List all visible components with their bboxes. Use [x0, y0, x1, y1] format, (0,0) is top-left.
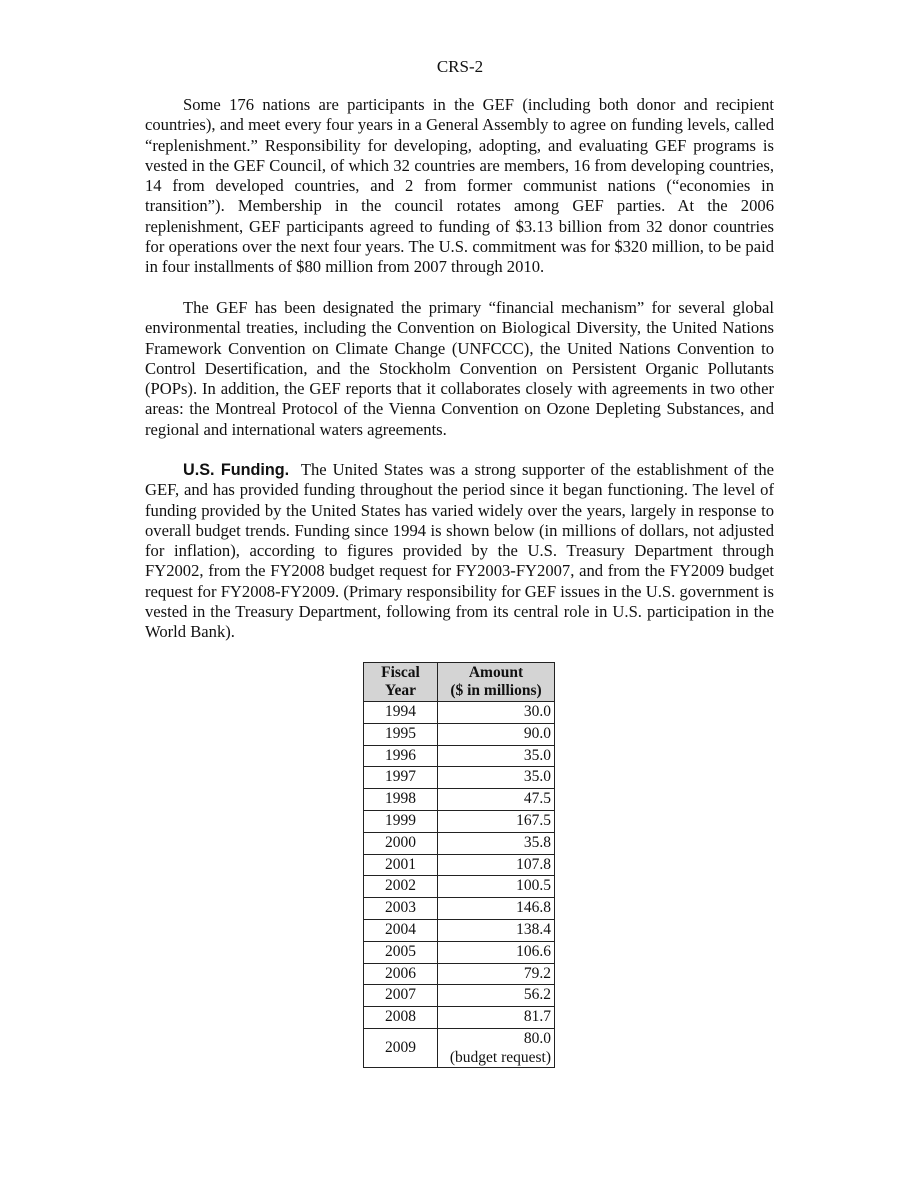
table-row — [364, 789, 555, 811]
paragraph-financial-mechanism — [145, 298, 774, 440]
fiscal-year-cell: 2006 — [364, 963, 438, 985]
fiscal-year-cell: 2007 — [364, 985, 438, 1007]
amount-cell: 35.0 — [438, 767, 555, 789]
fiscal-year-cell: 2004 — [364, 919, 438, 941]
amount-cell — [438, 1028, 555, 1067]
fiscal-year-cell: 1994 — [364, 702, 438, 724]
fiscal-year-cell: 2000 — [364, 832, 438, 854]
paragraph-us-funding — [145, 460, 774, 643]
fiscal-year-cell: 2001 — [364, 854, 438, 876]
table-row — [364, 898, 555, 920]
table-row — [364, 854, 555, 876]
table-row — [364, 832, 555, 854]
table-body — [364, 702, 555, 1068]
fiscal-year-cell: 2009 — [364, 1028, 438, 1067]
page-label: CRS-2 — [436, 57, 484, 76]
fiscal-year-cell: 1996 — [364, 745, 438, 767]
table-row — [364, 919, 555, 941]
table-row — [364, 876, 555, 898]
paragraph-gef-participants — [145, 95, 774, 278]
table-row — [364, 1028, 555, 1067]
amount-cell: 100.5 — [438, 876, 555, 898]
fiscal-year-cell: 2003 — [364, 898, 438, 920]
table-row — [364, 723, 555, 745]
fiscal-year-cell: 2002 — [364, 876, 438, 898]
amount-cell: 47.5 — [438, 789, 555, 811]
table-row — [364, 810, 555, 832]
amount-cell: 146.8 — [438, 898, 555, 920]
amount-cell: 35.0 — [438, 745, 555, 767]
table-row — [364, 941, 555, 963]
amount-cell: 90.0 — [438, 723, 555, 745]
amount-cell: 81.7 — [438, 1007, 555, 1029]
header-line: Fiscal — [381, 664, 420, 681]
fiscal-year-cell: 2008 — [364, 1007, 438, 1029]
amount-value: 80.0 — [523, 1029, 551, 1047]
paragraph-text — [145, 460, 774, 643]
paragraph-body: The United States was a strong supporter of the establishment of the GEF, and has provided funding throughout the period since it began functioning. The level of funding provided by the United States has varied widely over the years, largely in response to overall budget trends. Funding since 1994 is shown below (in millions of dollars, not adjusted for inflation), according to figures provided by the U.S. Treasury Department through FY2002, from the FY2008 budget request for FY2003-FY2007, and from the FY2009 budget request for FY2008-FY2009. (Primary responsibility for GEF issues in the U.S. government is vested in the Treasury Department, following from its central role in U.S. participation in the World Bank). — [145, 460, 774, 642]
amount-cell: 167.5 — [438, 810, 555, 832]
section-heading: U.S. Funding. — [183, 461, 290, 479]
fiscal-year-cell: 2005 — [364, 941, 438, 963]
column-header-amount — [438, 663, 555, 702]
amount-note: (budget request) — [449, 1048, 551, 1066]
amount-cell: 138.4 — [438, 919, 555, 941]
amount-cell: 56.2 — [438, 985, 555, 1007]
table-row — [364, 963, 555, 985]
fiscal-year-cell: 1999 — [364, 810, 438, 832]
fiscal-year-cell: 1998 — [364, 789, 438, 811]
fiscal-year-cell: 1995 — [364, 723, 438, 745]
funding-table — [363, 662, 555, 1068]
table-row — [364, 767, 555, 789]
amount-cell: 79.2 — [438, 963, 555, 985]
amount-cell: 35.8 — [438, 832, 555, 854]
table-row — [364, 985, 555, 1007]
table-header-row — [364, 663, 555, 702]
table-row — [364, 1007, 555, 1029]
table-row — [364, 702, 555, 724]
column-header-fiscal-year — [364, 663, 438, 702]
header-line: Year — [385, 682, 416, 699]
paragraph-text: The GEF has been designated the primary “financial mechanism” for several global environmental treaties, including the Convention on Biological Diversity, the United Nations Framework Convention on Climate Change (UNFCCC), the United Nations Convention to Control Desertification, and the Stockholm Convention on Persistent Organic Pollutants (POPs). In addition, the GEF reports that it collaborates closely with agreements in two other areas: the Montreal Protocol of the Vienna Convention on Ozone Depleting Substances, and regional and international waters agreements. — [145, 298, 774, 439]
paragraph-text: Some 176 nations are participants in the GEF (including both donor and recipient countries), and meet every four years in a General Assembly to agree on funding levels, called “replenishment.” Responsibility for developing, adopting, and evaluating GEF programs is vested in the GEF Council, of which 32 countries are members, 16 from developing countries, 14 from developed countries, and 2 from former communist nations (“economies in transition”). Membership in the council rotates among GEF parties. At the 2006 replenishment, GEF participants agreed to funding of $3.13 billion from 32 donor countries for operations over the next four years. The U.S. commitment was for $320 million, to be paid in four installments of $80 million from 2007 through 2010. — [145, 95, 774, 277]
header-line: Amount — [468, 664, 524, 681]
amount-cell: 30.0 — [438, 702, 555, 724]
fiscal-year-cell: 1997 — [364, 767, 438, 789]
amount-cell: 107.8 — [438, 854, 555, 876]
table-row — [364, 745, 555, 767]
amount-cell: 106.6 — [438, 941, 555, 963]
header-line: ($ in millions) — [450, 682, 542, 699]
